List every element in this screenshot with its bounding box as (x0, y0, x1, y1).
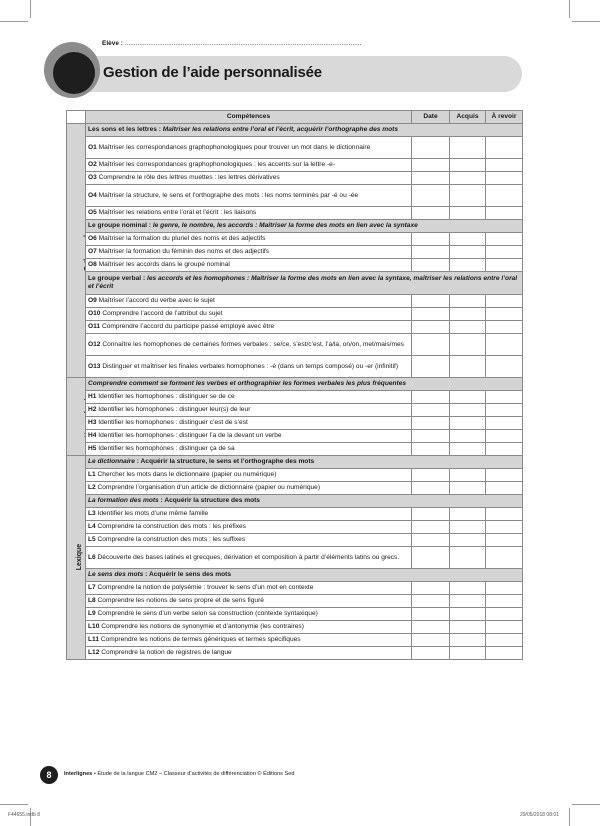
table-row (67, 634, 523, 647)
table-row (67, 508, 523, 521)
a-revoir-checkbox[interactable] (486, 534, 523, 547)
competence-cell (86, 233, 412, 246)
competence-cell (86, 207, 412, 220)
date-cell[interactable] (412, 207, 450, 220)
a-revoir-checkbox[interactable] (486, 159, 523, 172)
date-cell[interactable] (412, 334, 450, 356)
competence-code: H5 (88, 445, 97, 453)
acquis-checkbox[interactable] (450, 547, 486, 569)
a-revoir-checkbox[interactable] (486, 295, 523, 308)
date-cell[interactable] (412, 547, 450, 569)
table-row (67, 621, 523, 634)
competence-code: O13 (88, 362, 101, 370)
section-title (86, 124, 523, 137)
competence-code: O11 (88, 323, 101, 331)
date-cell[interactable] (412, 259, 450, 272)
section-header-row (67, 272, 523, 295)
a-revoir-checkbox[interactable] (486, 647, 523, 660)
a-revoir-checkbox[interactable] (486, 391, 523, 404)
competence-cell (86, 334, 412, 356)
competence-text: Identifier les homophones : distinguer ça de sa (98, 445, 235, 453)
table-row (67, 233, 523, 246)
section-title (86, 495, 523, 508)
a-revoir-checkbox[interactable] (486, 172, 523, 185)
competence-code: H4 (88, 432, 97, 440)
competence-text: Identifier les homophones : distinguer c’est de s’est (98, 419, 248, 427)
category-label-cell (67, 378, 86, 456)
header-date: Date (412, 111, 450, 124)
table-row (67, 391, 523, 404)
section-title-bold: Le groupe nominal : (88, 222, 153, 230)
date-cell[interactable] (412, 482, 450, 495)
competence-code: L7 (88, 584, 96, 592)
competence-code: L12 (88, 649, 100, 657)
header-a-revoir: À revoir (486, 111, 523, 124)
a-revoir-checkbox[interactable] (486, 233, 523, 246)
competence-text: Découverte des bases latines et grecques, dérivation et composition à partir d’éléments latins ou grecs. (97, 553, 400, 561)
a-revoir-checkbox[interactable] (486, 547, 523, 569)
table-row (67, 185, 523, 207)
date-cell[interactable] (412, 172, 450, 185)
competence-cell (86, 430, 412, 443)
acquis-checkbox[interactable] (450, 534, 486, 547)
student-dots: ................................................................................................................................... (124, 40, 362, 47)
competence-cell (86, 443, 412, 456)
a-revoir-checkbox[interactable] (486, 259, 523, 272)
competence-cell (86, 295, 412, 308)
competence-text: Comprendre le rôle des lettres muettes : les lettres dérivatives (98, 174, 280, 182)
table-row (67, 246, 523, 259)
date-cell[interactable] (412, 430, 450, 443)
competence-cell (86, 321, 412, 334)
competence-text: Maîtriser l’accord du verbe avec le sujet (98, 297, 215, 305)
date-cell[interactable] (412, 647, 450, 660)
a-revoir-checkbox[interactable] (486, 443, 523, 456)
student-label: Élève : (102, 40, 123, 47)
competence-cell (86, 137, 412, 159)
competence-text: Comprendre l’organisation d’un article de dictionnaire (papier ou numérique) (97, 484, 321, 492)
competence-text: Comprendre la construction des mots : les préfixes (97, 523, 246, 531)
section-title-bold: Le groupe verbal : (88, 275, 147, 283)
competence-code: O6 (88, 235, 97, 243)
date-cell[interactable] (412, 356, 450, 378)
competence-text: Comprendre les notions de synonymie et d’antonymie (les contraires) (101, 623, 304, 631)
competence-cell (86, 417, 412, 430)
section-header-row (67, 456, 523, 469)
competence-code: O10 (88, 310, 101, 318)
table-row (67, 356, 523, 378)
competence-cell (86, 259, 412, 272)
acquis-checkbox[interactable] (450, 246, 486, 259)
a-revoir-checkbox[interactable] (486, 482, 523, 495)
date-cell[interactable] (412, 246, 450, 259)
date-cell[interactable] (412, 391, 450, 404)
acquis-checkbox[interactable] (450, 259, 486, 272)
a-revoir-checkbox[interactable] (486, 246, 523, 259)
competence-text: Maîtriser la formation du pluriel des noms et des adjectifs (98, 235, 266, 243)
competence-code: L8 (88, 597, 96, 605)
competence-code: L4 (88, 523, 96, 531)
competence-cell (86, 521, 412, 534)
a-revoir-checkbox[interactable] (486, 207, 523, 220)
competences-table (66, 110, 523, 660)
section-title (86, 456, 523, 469)
header-competences: Compétences (86, 111, 412, 124)
competence-cell (86, 508, 412, 521)
section-title-italic: le genre, le nombre, les accords : Maîtriser la forme des mots en lien avec la syntaxe (152, 222, 418, 230)
competence-code: O7 (88, 248, 97, 256)
competence-text: Comprendre les notions de sens propre et de sens figuré (97, 597, 264, 605)
table-row (67, 207, 523, 220)
a-revoir-checkbox[interactable] (486, 137, 523, 159)
date-cell[interactable] (412, 308, 450, 321)
competence-cell (86, 582, 412, 595)
crop-mark (569, 808, 570, 826)
acquis-checkbox[interactable] (450, 172, 486, 185)
section-title (86, 272, 523, 295)
competence-code: L5 (88, 536, 96, 544)
competence-cell (86, 469, 412, 482)
competence-code: O12 (88, 340, 101, 348)
competence-text: Maîtriser la formation du féminin des noms et des adjectifs (98, 248, 270, 256)
competence-code: O3 (88, 174, 97, 182)
acquis-checkbox[interactable] (450, 608, 486, 621)
competence-text: Comprendre les notions de termes génériques et termes spécifiques (100, 636, 301, 644)
crop-mark (0, 21, 28, 22)
acquis-checkbox[interactable] (450, 295, 486, 308)
competence-code: L2 (88, 484, 96, 492)
acquis-checkbox[interactable] (450, 417, 486, 430)
table-row (67, 647, 523, 660)
acquis-checkbox[interactable] (450, 356, 486, 378)
competence-text: Identifier les mots d’une même famille (97, 510, 209, 518)
crop-mark (572, 21, 600, 22)
section-header-row (67, 220, 523, 233)
date-cell[interactable] (412, 621, 450, 634)
competence-text: Connaître les homophones de certaines formes verbales : se/ce, s’est/c’est, l’a/la, on/on, met/mais/mes (102, 340, 404, 348)
page-number: 8 (40, 766, 58, 784)
table-row (67, 547, 523, 569)
table-row (67, 595, 523, 608)
section-title-italic: La formation des mots (88, 497, 159, 505)
date-cell[interactable] (412, 295, 450, 308)
competence-code: O9 (88, 297, 97, 305)
acquis-checkbox[interactable] (450, 508, 486, 521)
competence-code: H3 (88, 419, 97, 427)
table-row (67, 582, 523, 595)
competence-cell (86, 634, 412, 647)
acquis-checkbox[interactable] (450, 207, 486, 220)
table-row (67, 608, 523, 621)
acquis-checkbox[interactable] (450, 634, 486, 647)
section-title (86, 569, 523, 582)
competence-code: L6 (88, 553, 96, 561)
section-title-italic: les accords et les homophones : Maîtriser la forme des mots en lien avec la syntaxe, maîtriser les relations entre l’oral et l’écrit (88, 275, 518, 290)
competence-code: O4 (88, 191, 97, 199)
acquis-checkbox[interactable] (450, 404, 486, 417)
competence-text: Identifier les homophones : distinguer leur(s) de leur (98, 406, 251, 414)
acquis-checkbox[interactable] (450, 621, 486, 634)
section-title-italic: Le sens des mots (88, 571, 144, 579)
competence-cell (86, 608, 412, 621)
table-row (67, 534, 523, 547)
competence-code: H1 (88, 393, 97, 401)
competence-cell (86, 308, 412, 321)
a-revoir-checkbox[interactable] (486, 321, 523, 334)
table-row (67, 521, 523, 534)
section-header-row (67, 569, 523, 582)
competence-text: Maîtriser la structure, le sens et l’orthographe des mots : les noms terminés par -é ou -ée (98, 191, 359, 199)
section-title-italic: Comprendre comment se forment les verbes et orthographier les formes verbales les plus fréquentes (88, 380, 407, 388)
corner-cell (67, 111, 86, 124)
competence-text: Comprendre l’accord de l’attribut du sujet (102, 310, 223, 318)
a-revoir-checkbox[interactable] (486, 334, 523, 356)
date-cell[interactable] (412, 608, 450, 621)
table-row (67, 430, 523, 443)
competence-text: Identifier les homophones : distinguer se de ce (98, 393, 235, 401)
crop-mark (569, 0, 570, 18)
category-label-cell (67, 456, 86, 660)
crop-mark (30, 0, 31, 18)
acquis-checkbox[interactable] (450, 391, 486, 404)
section-title-rest: : Acquérir le sens des mots (143, 571, 232, 579)
competence-text: Comprendre l’accord du participe passé employé avec être (101, 323, 275, 331)
banner-circle (53, 52, 95, 94)
acquis-checkbox[interactable] (450, 321, 486, 334)
competence-cell (86, 647, 412, 660)
section-title-italic: Le dictionnaire (88, 458, 135, 466)
acquis-checkbox[interactable] (450, 308, 486, 321)
a-revoir-checkbox[interactable] (486, 185, 523, 207)
footer-text (64, 771, 294, 777)
footer-brand: Interlignes (64, 771, 93, 777)
student-name-line[interactable] (102, 40, 512, 47)
competence-code: L11 (88, 636, 99, 644)
competence-text: Comprendre le sens d’un verbe selon sa construction (contexte syntaxique) (97, 610, 318, 618)
competence-cell (86, 621, 412, 634)
acquis-checkbox[interactable] (450, 430, 486, 443)
acquis-checkbox[interactable] (450, 185, 486, 207)
date-cell[interactable] (412, 233, 450, 246)
a-revoir-checkbox[interactable] (486, 430, 523, 443)
date-cell[interactable] (412, 185, 450, 207)
competence-code: H2 (88, 406, 97, 414)
acquis-checkbox[interactable] (450, 521, 486, 534)
competence-code: L1 (88, 471, 96, 479)
competence-code: O8 (88, 261, 97, 269)
acquis-checkbox[interactable] (450, 334, 486, 356)
competence-code: O1 (88, 143, 97, 151)
section-title-rest: : Acquérir la structure, le sens et l’orthographe des mots (134, 458, 315, 466)
section-title-italic: Maîtriser les relations entre l’oral et l’écrit, acquérir l’orthographe des mots (162, 126, 399, 134)
date-cell[interactable] (412, 595, 450, 608)
competence-text: Chercher les mots dans le dictionnaire (papier ou numérique) (97, 471, 277, 479)
competence-cell (86, 391, 412, 404)
a-revoir-checkbox[interactable] (486, 417, 523, 430)
section-title-rest: : Acquérir la structure des mots (158, 497, 260, 505)
date-cell[interactable] (412, 443, 450, 456)
competence-cell (86, 482, 412, 495)
competence-text: Comprendre la notion de polysémie : trouver le sens d’un mot en contexte (97, 584, 314, 592)
a-revoir-checkbox[interactable] (486, 521, 523, 534)
date-cell[interactable] (412, 469, 450, 482)
date-cell[interactable] (412, 521, 450, 534)
page-title: Gestion de l’aide personnalisée (103, 64, 322, 81)
table-row (67, 159, 523, 172)
acquis-checkbox[interactable] (450, 482, 486, 495)
table-row (67, 482, 523, 495)
competence-text: Maîtriser les relations entre l’oral et l’écrit : les liaisons (98, 209, 257, 217)
competence-cell (86, 595, 412, 608)
section-header-row (67, 495, 523, 508)
section-title-bold: Les sons et les lettres : (88, 126, 163, 134)
date-cell[interactable] (412, 321, 450, 334)
acquis-checkbox[interactable] (450, 233, 486, 246)
a-revoir-checkbox[interactable] (486, 404, 523, 417)
date-cell[interactable] (412, 417, 450, 430)
competence-cell (86, 246, 412, 259)
date-cell[interactable] (412, 404, 450, 417)
a-revoir-checkbox[interactable] (486, 308, 523, 321)
a-revoir-checkbox[interactable] (486, 621, 523, 634)
date-cell[interactable] (412, 534, 450, 547)
acquis-checkbox[interactable] (450, 159, 486, 172)
footer-caption: • Étude de la langue CM2 – Classeur d’activités de différenciation © Éditions Sed (92, 771, 295, 777)
a-revoir-checkbox[interactable] (486, 582, 523, 595)
date-cell[interactable] (412, 508, 450, 521)
section-header-row (67, 124, 523, 137)
competence-text: Maîtriser les accords dans le groupe nominal (98, 261, 230, 269)
crop-mark (572, 804, 600, 805)
section-title (86, 378, 523, 391)
competence-code: L9 (88, 610, 96, 618)
section-title (86, 220, 523, 233)
header-acquis: Acquis (450, 111, 486, 124)
table-row (67, 308, 523, 321)
competence-cell (86, 534, 412, 547)
date-cell[interactable] (412, 137, 450, 159)
competence-text: Distinguer et maîtriser les finales verbales homophones : -é (dans un temps composé) ou -er (infinitif) (102, 362, 399, 370)
table-row (67, 295, 523, 308)
competence-text: Comprendre la construction des mots : les suffixes (97, 536, 246, 544)
a-revoir-checkbox[interactable] (486, 356, 523, 378)
acquis-checkbox[interactable] (450, 469, 486, 482)
competence-cell (86, 172, 412, 185)
a-revoir-checkbox[interactable] (486, 469, 523, 482)
competence-cell (86, 404, 412, 417)
acquis-checkbox[interactable] (450, 582, 486, 595)
competence-code: O2 (88, 161, 97, 169)
competence-cell (86, 547, 412, 569)
competence-cell (86, 185, 412, 207)
competence-text: Maîtriser les correspondances graphophonologiques : les accents sur la lettre -e- (98, 161, 336, 169)
table-row (67, 172, 523, 185)
table-row (67, 137, 523, 159)
competence-cell (86, 159, 412, 172)
competence-cell (86, 356, 412, 378)
competence-code: L10 (88, 623, 100, 631)
table-row (67, 259, 523, 272)
table-row (67, 321, 523, 334)
table-row (67, 417, 523, 430)
date-cell[interactable] (412, 634, 450, 647)
crop-mark (0, 804, 28, 805)
table-row (67, 404, 523, 417)
acquis-checkbox[interactable] (450, 443, 486, 456)
competence-code: O5 (88, 209, 97, 217)
a-revoir-checkbox[interactable] (486, 608, 523, 621)
acquis-checkbox[interactable] (450, 595, 486, 608)
table-row (67, 334, 523, 356)
a-revoir-checkbox[interactable] (486, 634, 523, 647)
table-row (67, 443, 523, 456)
acquis-checkbox[interactable] (450, 647, 486, 660)
category-label: Lexique (76, 544, 84, 571)
a-revoir-checkbox[interactable] (486, 508, 523, 521)
competence-text: Comprendre la notion de registres de langue (101, 649, 232, 657)
competence-code: L3 (88, 510, 96, 518)
section-header-row (67, 378, 523, 391)
print-date-info: 29/05/2018 08:01 (520, 812, 559, 818)
table-row (67, 469, 523, 482)
acquis-checkbox[interactable] (450, 137, 486, 159)
competence-text: Identifier les homophones : distinguer l’a de la devant un verbe (98, 432, 282, 440)
competence-text: Maîtriser les correspondances graphophonologiques pour trouver un mot dans le dictionnaire (98, 143, 371, 151)
print-file-info: F44655.indb 8 (8, 812, 40, 818)
date-cell[interactable] (412, 582, 450, 595)
date-cell[interactable] (412, 159, 450, 172)
category-label-cell (67, 124, 86, 378)
a-revoir-checkbox[interactable] (486, 595, 523, 608)
